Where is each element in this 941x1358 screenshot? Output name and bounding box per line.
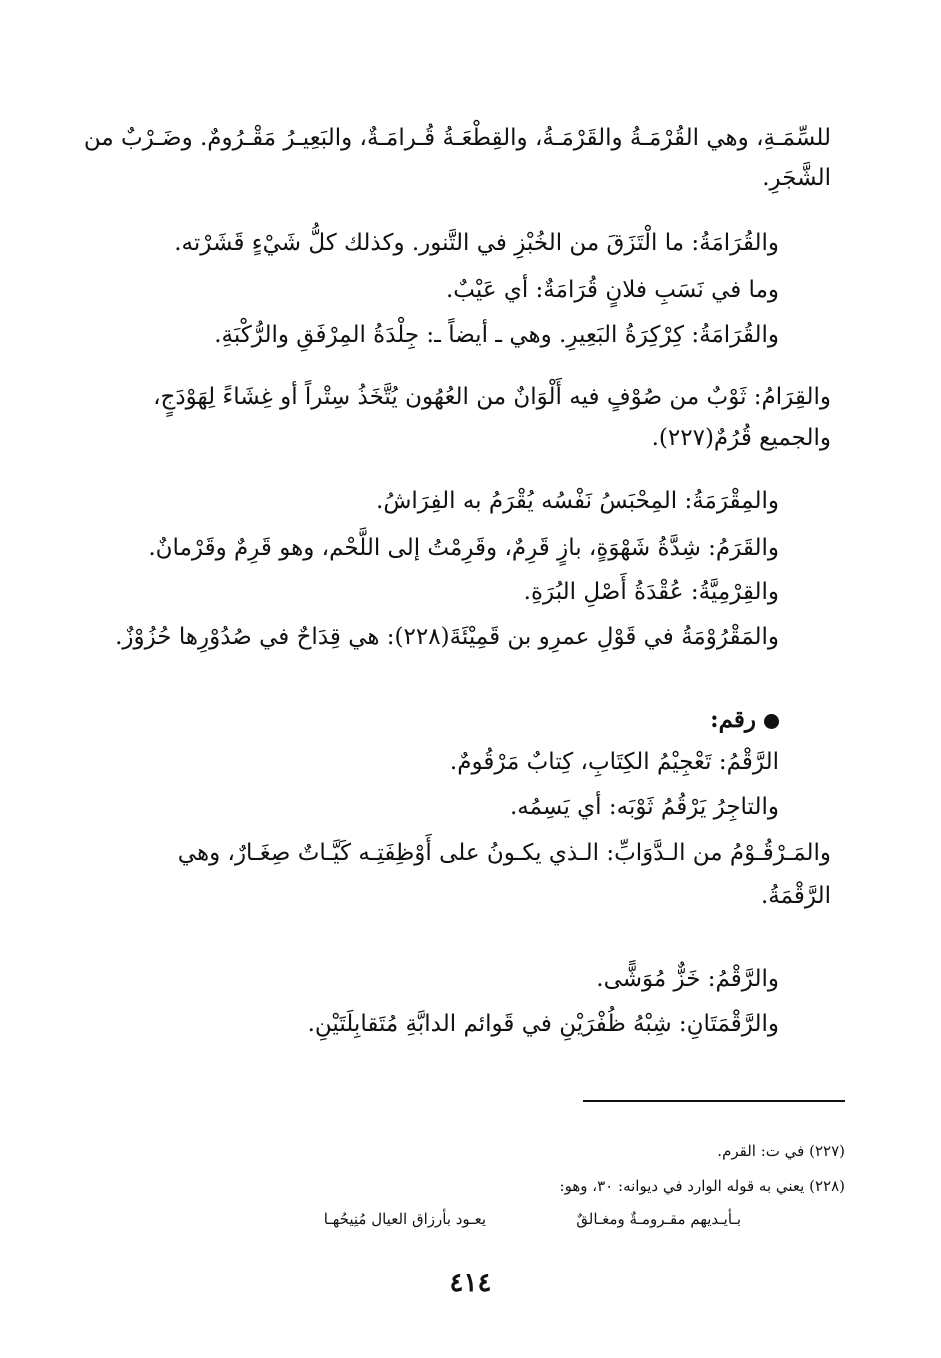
text-line: والقُرَامَةُ: ما الْتَزَقَ من الخُبْزِ في التَّنور. وكذلك كلُّ شَيْءٍ قَشَرْته. bbox=[174, 230, 779, 256]
text-line: للسِّمَـةِ، وهي القُرْمَـةُ والقَرْمَـةُ، والقِطْعَـةُ قُـرامَـةٌ، والبَعِيـرُ مَقْـرُومٌ. وضَـرْبٌ من bbox=[83, 125, 831, 151]
text-line: والمَـرْقُـوْمُ من الـدَّوَابِّ: الـذي يكـونُ على أَوْظِفَتِـه كَيَّـاتٌ صِغَـارٌ، وهي bbox=[177, 840, 831, 866]
text-line: وما في نَسَبِ فلانٍ قُرَامَةٌ: أي عَيْبٌ. bbox=[445, 277, 779, 303]
text-line: والمِقْرَمَةُ: المِحْبَسُ نَفْسُه يُقْرَمُ به الفِرَاشُ. bbox=[376, 488, 779, 514]
section-heading bbox=[710, 703, 779, 737]
footnote-227: (٢٢٧) في ت: القرم. bbox=[717, 1142, 845, 1160]
footnote-verse-second-hemistich: يعـود بأرزاق العيال مُنِيحُهـا bbox=[323, 1210, 486, 1228]
footnote-228: (٢٢٨) يعني به قوله الوارد في ديوانه: ٣٠، وهو: bbox=[559, 1177, 845, 1195]
footnote-verse-first-hemistich: بـأيـديهم مقـرومـةٌ ومغـالقٌ bbox=[576, 1210, 741, 1228]
bullet-icon bbox=[764, 714, 779, 729]
text-line: والقِرْمِيَّةُ: عُقْدَةُ أَصْلِ البُرَةِ. bbox=[523, 579, 779, 605]
text-line: والقُرَامَةُ: كِرْكِرَةُ البَعِيرِ. وهي ـ أيضاً ـ: جِلْدَةُ المِرْفَقِ والرُّكْبَةِ. bbox=[214, 322, 779, 348]
text-line: الرَّقْمَةُ. bbox=[760, 883, 831, 909]
text-line: والمَقْرُوْمَةُ في قَوْلِ عمرِو بن قَمِيْئَةَ(٢٢٨): هي قِدَاحٌ في صُدُوْرِها حُزُوْزٌ. bbox=[115, 624, 779, 650]
text-line: الشَّجَرِ. bbox=[762, 165, 831, 191]
text-line: والقَرَمُ: شِدَّةُ شَهْوَةٍ، بازٍ قَرِمٌ، وقَرِمْتُ إلى اللَّحْم، وهو قَرِمٌ وقَرْمانٌ. bbox=[148, 535, 779, 561]
text-line: الرَّقْمُ: تَعْجِيْمُ الكِتَابِ، كِتابٌ مَرْقُومٌ. bbox=[449, 749, 779, 775]
text-line: والجميع قُرُمٌ(٢٢٧). bbox=[651, 425, 831, 451]
section-heading-text: رقم: bbox=[710, 706, 756, 733]
text-line: والرَّقْمُ: خَزٌّ مُوَشًّى. bbox=[596, 966, 779, 992]
footnote-separator bbox=[583, 1100, 845, 1102]
text-line: والقِرَامُ: ثَوْبٌ من صُوْفٍ فيه أَلْوَانٌ من العُهُون يُتَّخَذُ سِتْراً أو غِشَاءً لِهَوْدَجٍ، bbox=[153, 384, 831, 410]
text-line: والتاجِرُ يَرْقُمُ ثَوْبَه: أي يَسِمُه. bbox=[509, 794, 779, 820]
text-line: والرَّقْمَتَانِ: شِبْهُ ظُفْرَيْنِ في قَوائم الدابَّةِ مُتَقابِلَتَيْنِ. bbox=[307, 1011, 779, 1037]
page-number: ٤١٤ bbox=[449, 1268, 492, 1298]
